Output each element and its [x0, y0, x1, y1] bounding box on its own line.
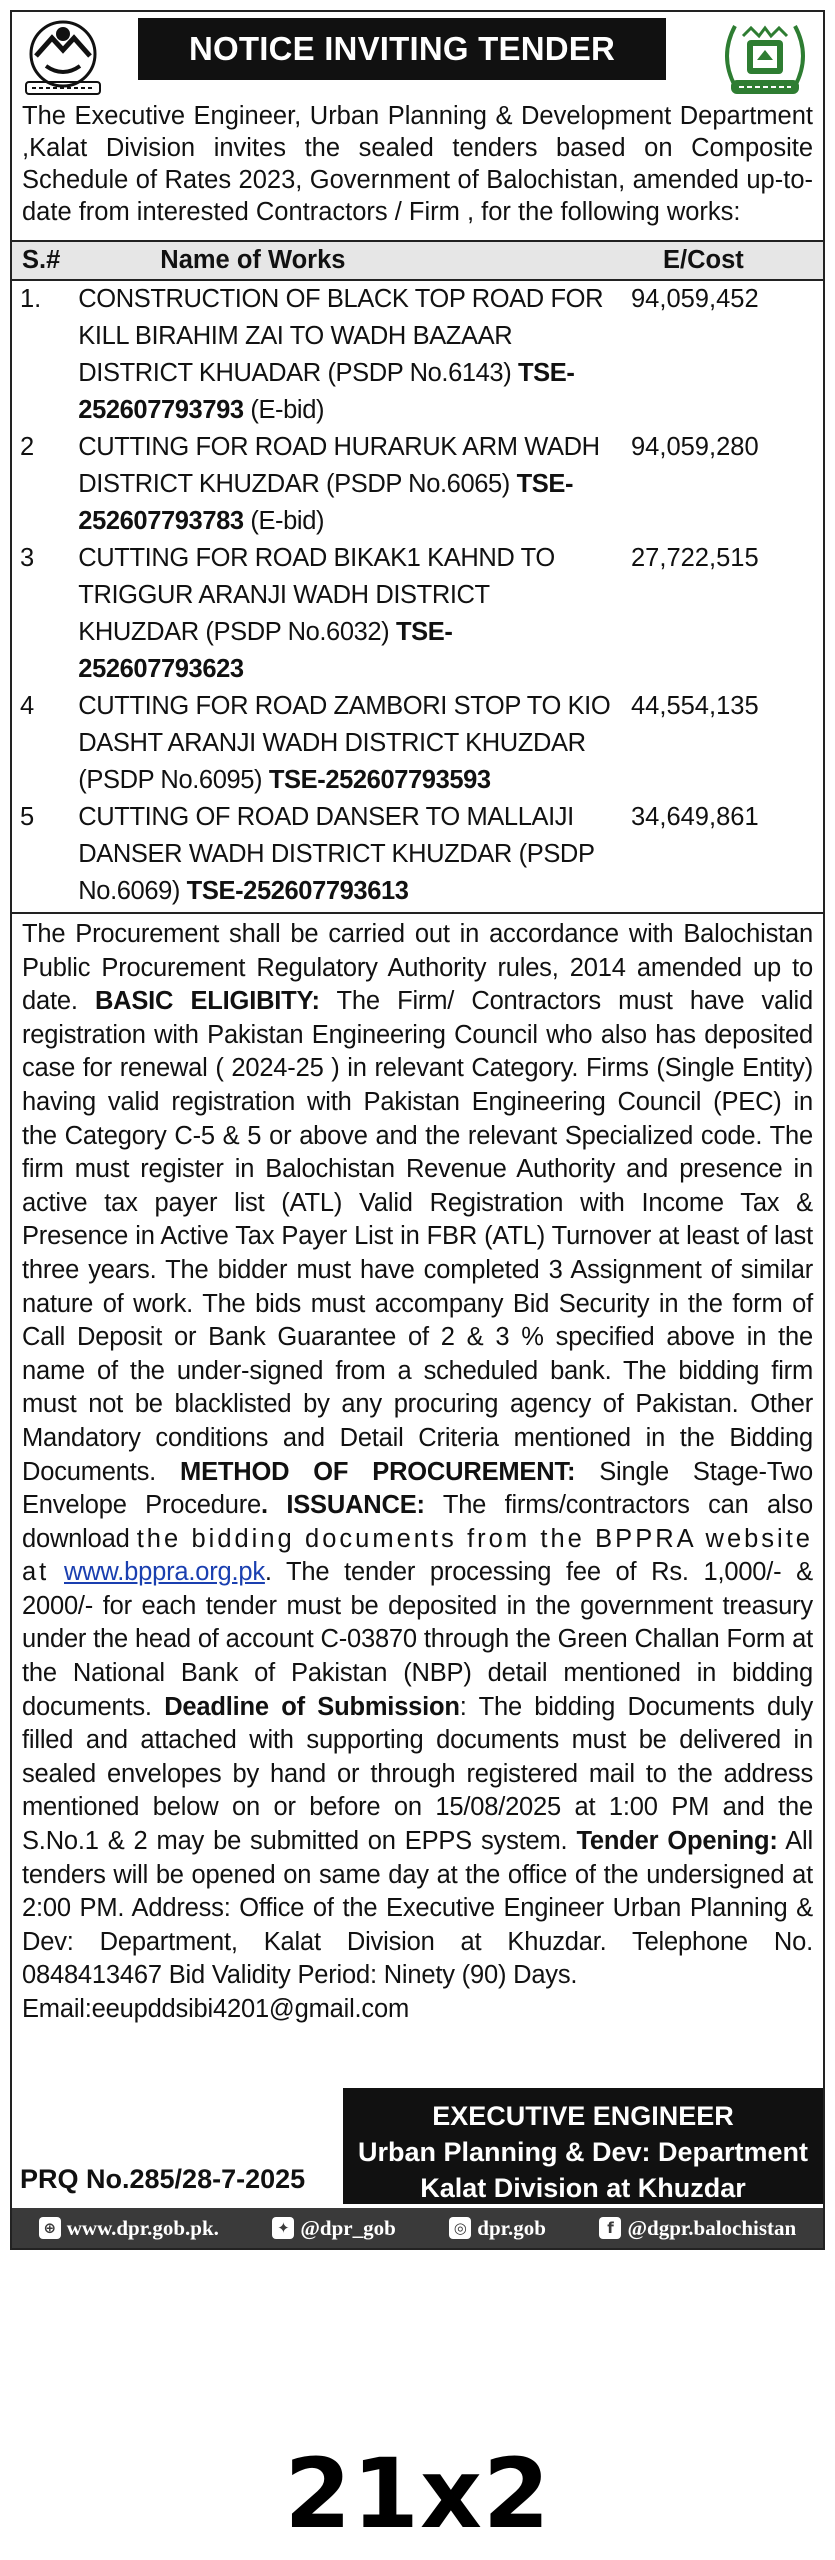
row-work-name — [70, 688, 623, 799]
row-cost: 27,722,515 — [631, 544, 759, 572]
body-opening-text: All tenders will be opened on same day at the office of the undersigned at 2:00 PM. Address: Office of the Executive Engineer Urban Planning & Dev: Department, Kalat Division at Khuzdar. Telephone No. 0848413467 Bid Validity Period: Ninety (90) Days. — [22, 1827, 813, 1990]
signature-title: EXECUTIVE ENGINEER — [432, 2101, 734, 2131]
department-emblem-icon — [18, 16, 108, 100]
row-sn: 1. — [20, 285, 42, 313]
body-method-text: Single Stage-Two Envelope Procedure — [22, 1457, 813, 1520]
header-name: Name of Works — [70, 241, 623, 280]
footer-twitter[interactable] — [272, 2216, 395, 2241]
intro-paragraph: The Executive Engineer, Urban Planning & Development Department ,Kalat Division invites the sealed tenders based on Composite Schedule of Rates 2023, Government of Balochistan, amended up-to-date from interested Contractors / Firm , for the following works: — [22, 102, 813, 226]
row-sn: 4 — [20, 692, 35, 720]
signature-division: Kalat Division at Khuzdar — [420, 2173, 746, 2203]
footer-facebook-label: @dgpr.balochistan — [627, 2215, 797, 2240]
contact-email[interactable]: Email:eeupddsibi4201@gmail.com — [22, 1995, 410, 2023]
prq-number: PRQ No.285/28-7-2025 — [20, 2164, 306, 2194]
government-emblem-icon — [713, 16, 817, 100]
row-work-name — [70, 429, 623, 540]
table-row — [12, 688, 823, 799]
row-tse-id: TSE-252607793793 — [78, 359, 575, 424]
table-header-row — [12, 241, 823, 280]
page-title: NOTICE INVITING TENDER — [138, 18, 666, 80]
tender-notice — [10, 10, 825, 2250]
method-label: METHOD OF PROCUREMENT: — [180, 1457, 576, 1486]
footer-website-label: www.dpr.gob.pk. — [66, 2215, 219, 2240]
footer-instagram-label: dpr.gob — [477, 2215, 546, 2240]
row-cost: 44,554,135 — [631, 692, 759, 720]
row-tse-id: TSE-252607793623 — [78, 618, 453, 683]
body-eligibility-text: The Firm/ Contractors must have valid registration with Pakistan Engineering Council who also has deposited case for renewal ( 2024-25 ) in relevant Category. Firms (Single Entity) having valid registration with Pakistan Engineering Council (PEC) in the Category C-5 & 5 or above and the relevant Specialized code. The firm must register in Balochistan Revenue Authority and presence in active tax payer list (ATL) Valid Registration with Income Tax & Presence in Active Tax Payer List in FBR (ATL) Turnover at least of last three years. The bidder must have completed 3 Assignment of similar nature of work. The bids must accompany Bid Security in the form of Call Deposit or Bank Guarantee of 2 & 3 % specified above in the name of the under-signed from a scheduled bank. The bidding firm must not be blacklisted by any procuring agency of Pakistan. Other Mandatory conditions and Detail Criteria mentioned in the Bidding Documents. — [22, 987, 813, 1486]
row-cost: 34,649,861 — [631, 803, 759, 831]
body-deadline-text: : The bidding Documents duly filled and attached with supporting documents must be delivered in sealed envelopes by hand or through registered mail to the address mentioned below on or before on 15/08/2025 at 1:00 PM and the S.No.1 & 2 may be submitted on EPPS system. — [22, 1692, 813, 1856]
row-work-title: CUTTING OF ROAD DANSER TO MALLAIJI DANSER WADH DISTRICT KHUZDAR (PSDP No.6069) — [78, 803, 595, 905]
row-bid-type: (E-bid) — [250, 507, 325, 535]
facebook-icon: f — [599, 2217, 621, 2239]
row-cost: 94,059,280 — [631, 433, 759, 461]
body-fee-text: . The tender processing fee of Rs. 1,000/- & 2000/- for each tender must be deposited in the government treasury under the head of account C-03870 through the Green Challan Form at the National Bank of Pakistan (NBP) detail mentioned in bidding documents. — [22, 1558, 813, 1721]
ad-size-label: 21x2 — [284, 2438, 551, 2550]
table-row — [12, 429, 823, 540]
row-sn: 2 — [20, 433, 35, 461]
row-tse-id: TSE-252607793593 — [268, 766, 491, 794]
notice-header — [12, 12, 823, 104]
row-tse-id: TSE-252607793613 — [186, 877, 409, 905]
row-sn: 5 — [20, 803, 35, 831]
row-bid-type: (E-bid) — [250, 396, 325, 424]
footer-website[interactable] — [39, 2216, 219, 2241]
row-work-title: CUTTING FOR ROAD HURARUK ARM WADH DISTRICT KHUZDAR (PSDP No.6065) — [78, 433, 600, 498]
body-issuance-text: The firms/contractors can also download — [22, 1491, 813, 1553]
signature-department: Urban Planning & Dev: Department — [357, 2137, 809, 2167]
opening-label: Tender Opening: — [576, 1827, 778, 1856]
eligibility-label: BASIC ELIGIBITY: — [94, 987, 320, 1016]
table-row — [12, 540, 823, 688]
row-work-title: CUTTING FOR ROAD ZAMBORI STOP TO KIO DASHT ARANJI WADH DISTRICT KHUZDAR (PSDP No.6095) — [78, 692, 611, 794]
table-row — [12, 799, 823, 910]
row-work-title: CONSTRUCTION OF BLACK TOP ROAD FOR KILL BIRAHIM ZAI TO WADH BAZAAR DISTRICT KHUADAR (PSDP No.6143) — [78, 285, 604, 387]
social-footer — [12, 2208, 823, 2248]
table-row — [12, 280, 823, 429]
deadline-label: Deadline of Submission — [164, 1692, 460, 1721]
header-sn: S.# — [12, 241, 70, 280]
issuance-label: . ISSUANCE: — [261, 1491, 425, 1520]
row-work-name — [70, 799, 623, 910]
bppra-website-link[interactable]: www.bppra.org.pk — [64, 1558, 265, 1587]
row-sn: 3 — [20, 544, 35, 572]
signature-block — [343, 2088, 823, 2204]
globe-icon: ⊕ — [39, 2217, 61, 2239]
row-work-title: CUTTING FOR ROAD BIKAK1 KAHND TO TRIGGUR ARANJI WADH DISTRICT KHUZDAR (PSDP No.6032) — [78, 544, 555, 646]
works-table — [12, 240, 823, 910]
instagram-icon: ◎ — [449, 2217, 471, 2239]
row-cost: 94,059,452 — [631, 285, 759, 313]
works-table-body — [12, 280, 823, 910]
header-cost: E/Cost — [623, 241, 823, 280]
footer-facebook[interactable] — [599, 2216, 796, 2241]
footer-instagram[interactable] — [449, 2216, 546, 2241]
row-work-name — [70, 280, 623, 429]
body-procurement-text: The Procurement shall be carried out in accordance with Balochistan Public Procurement Regulatory Authority rules, 2014 amended up to date. — [22, 920, 813, 1016]
row-tse-id: TSE-252607793783 — [78, 470, 574, 535]
body-issuance-text-wide: the bidding documents from the BPPRA website at — [22, 1524, 813, 1587]
row-work-name — [70, 540, 623, 688]
notice-body — [12, 914, 823, 2027]
twitter-icon: ✦ — [272, 2217, 294, 2239]
footer-twitter-label: @dpr_gob — [300, 2215, 396, 2240]
